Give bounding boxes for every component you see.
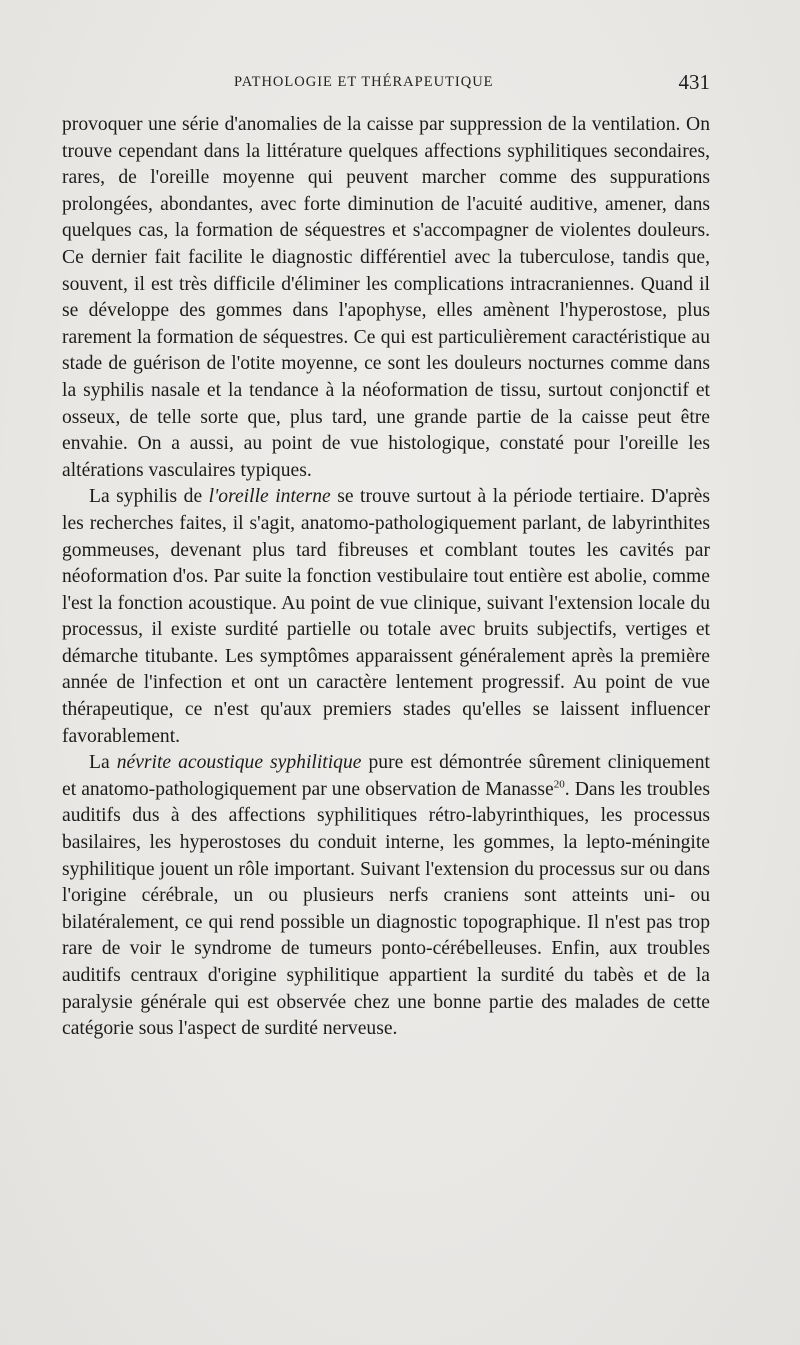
page-number: 431: [678, 70, 710, 94]
paragraph-1: [62, 112, 710, 484]
paragraph-3-text-before-ref: pure est démontrée sûrement cliniquement et anatomo-pathologiquement par une observation de Manasse: [62, 752, 710, 800]
paragraph-2-text: se trouve surtout à la période tertiaire. D'après les recherches faites, il s'agit, anatomo-pathologiquement parlant, de labyrinthites gommeuses, devenant plus tard fibreuses et comblant toutes les cavités par néoformation d'os. Par suite la fonction vestibulaire tout entière est abolie, comme l'est la fonction acoustique. Au point de vue clinique, suivant l'extension locale du processus, il existe surdité partielle ou totale avec bruits subjectifs, vertiges et démarche titubante. Les symptômes apparaissent généralement après la première année de l'infection et ont un caractère lentement progressif. Au point de vue thérapeutique, ce n'est qu'aux premiers stades qu'elles se laissent influencer favorablement.: [62, 486, 710, 747]
footnote-reference: 20: [553, 778, 565, 791]
paragraph-3-text: . Dans les troubles auditifs dus à des affections syphilitiques rétro-labyrinthiques, les processus basilaires, les hyperostoses du conduit interne, les gommes, la lepto-méningite syphilitique jouent un rôle important. Suivant l'extension du processus sur ou dans l'origine cérébrale, un ou plusieurs nerfs craniens sont atteints uni- ou bilatéralement, ce qui rend possible un diagnostic topographique. Il n'est pas trop rare de voir le syndrome de tumeurs ponto-cérébelleuses. Enfin, aux troubles auditifs centraux d'origine syphilitique appartient la surdité du tabès et de la paralysie générale qui est observée chez une bonne partie des malades de cette catégorie sous l'aspect de surdité nerveuse.: [62, 778, 710, 1040]
paragraph-2-emphasis: l'oreille interne: [208, 486, 331, 508]
paragraph-3-lead: La: [89, 752, 117, 774]
paragraph-3: [62, 750, 710, 1043]
page-header: [62, 70, 710, 94]
running-head: PATHOLOGIE ET THÉRAPEUTIQUE: [234, 74, 494, 90]
paragraph-2-lead: La syphilis de: [89, 486, 209, 508]
paragraph-3-emphasis: névrite acoustique syphilitique: [116, 752, 362, 774]
paragraph-2: [62, 484, 710, 750]
paragraph-1-text: provoquer une série d'anomalies de la caisse par suppression de la ventilation. On trouve cependant dans la littérature quelques affections syphilitiques secondaires, rares, de l'oreille moyenne qui peuvent marcher comme des suppurations prolongées, abondantes, avec forte diminution de l'acuité auditive, amener, dans quelques cas, la formation de séquestres et s'accompagner de violentes douleurs. Ce dernier fait facilite le diagnostic différentiel avec la tuberculose, tandis que, souvent, il est très difficile d'éliminer les complications intracraniennes. Quand il se développe des gommes dans l'apophyse, elles amènent l'hyperostose, plus rarement la formation de séquestres. Ce qui est particulièrement caractéristique au stade de guérison de l'otite moyenne, ce sont les douleurs nocturnes comme dans la syphilis nasale et la tendance à la néoformation de tissu, surtout conjonctif et osseux, de telle sorte que, plus tard, une grande partie de la caisse peut être envahie. On a aussi, au point de vue histologique, constaté pour l'oreille les altérations vasculaires typiques.: [62, 114, 710, 481]
body-text: [62, 112, 710, 1043]
